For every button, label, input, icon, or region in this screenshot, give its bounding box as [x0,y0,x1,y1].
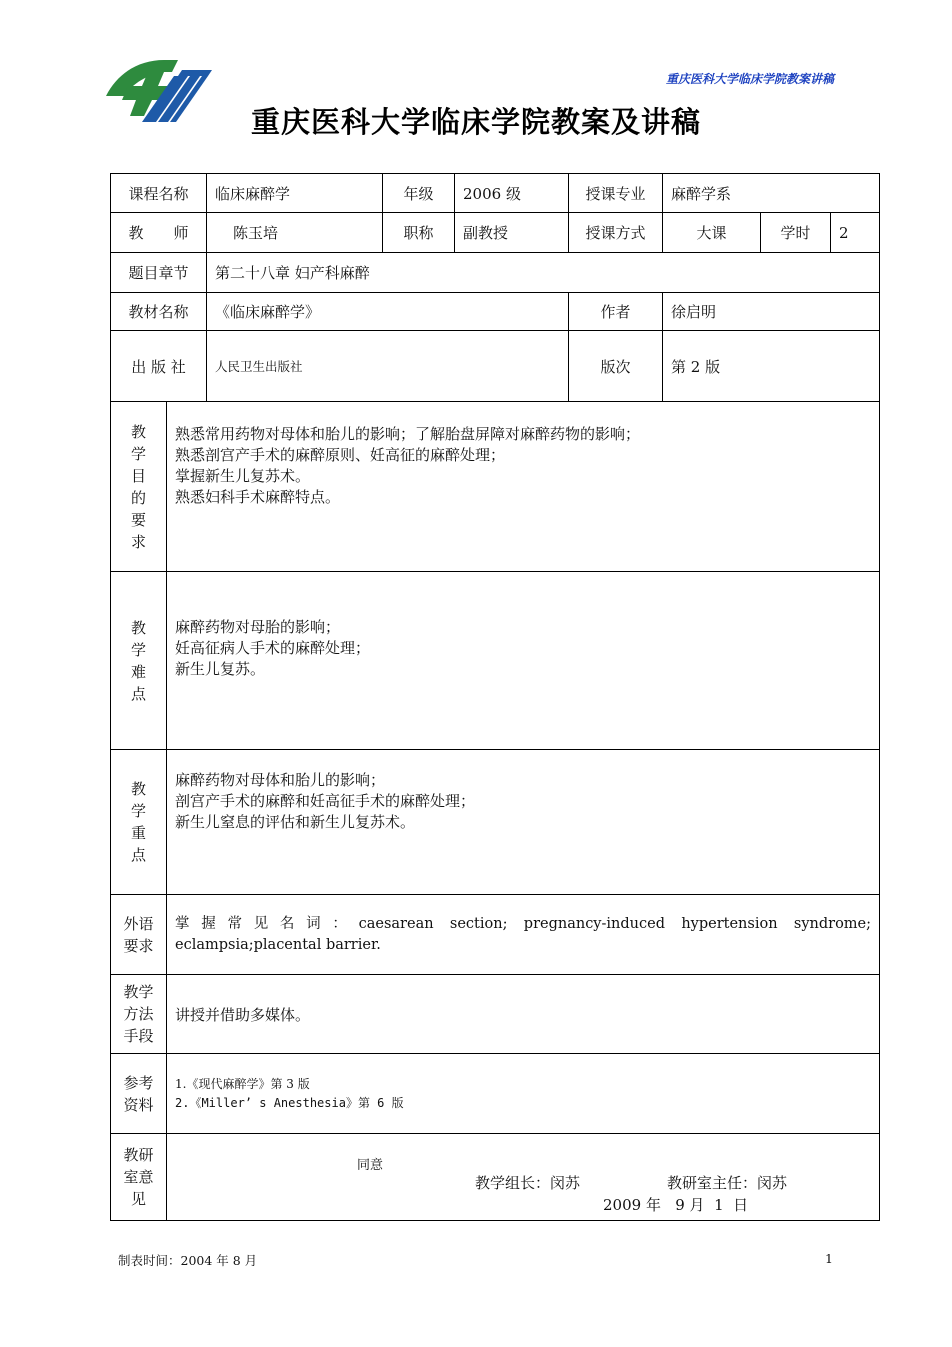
chapter-label: 题目章节 [111,253,207,293]
list-item: 新生儿复苏。 [175,660,266,678]
teaching-method-content: 讲授并借助多媒体。 [167,975,880,1054]
row-textbook [111,293,880,331]
course-value: 临床麻醉学 [207,174,383,213]
edition-label: 版次 [569,331,663,402]
list-item: 新生儿窒息的评估和新生儿复苏术。 [175,813,416,831]
row-difficulties [111,572,880,750]
grade-label: 年级 [383,174,455,213]
difficulties-content [167,572,880,750]
objectives-content [167,402,880,572]
rank-value: 副教授 [455,213,569,253]
list-item: 掌握新生儿复苏术。 [175,467,311,485]
list-item: 妊高征病人手术的麻醉处理； [175,639,371,657]
row-opinion [111,1134,880,1221]
edition-value: 第 2 版 [663,331,880,402]
rank-label: 职称 [383,213,455,253]
references-label: 参考 资料 [111,1054,167,1134]
opinion-label: 教研 室意 见 [111,1134,167,1221]
list-item: 1.《现代麻醉学》第 3 版 [175,1076,310,1091]
foreign-content: 掌握常见名词：caesarean section; pregnancy-induced hypertension syndrome; eclampsia;placental barrier. [167,895,880,975]
list-item: 熟悉妇科手术麻醉特点。 [175,488,341,506]
author-value: 徐启明 [663,293,880,331]
row-course [111,174,880,213]
row-chapter [111,253,880,293]
row-keypoints [111,750,880,895]
major-value: 麻醉学系 [663,174,880,213]
opinion-agree: 同意 [357,1158,384,1173]
director: 教研室主任：闵苏 [667,1174,788,1192]
difficulties-label: 教 学 难 点 [111,572,167,750]
foreign-label: 外语 要求 [111,895,167,975]
objectives-label: 教 学 目 的 要 求 [111,402,167,572]
method-label: 授课方式 [569,213,663,253]
list-item: 熟悉常用药物对母体和胎儿的影响；了解胎盘屏障对麻醉药物的影响； [175,425,641,443]
list-item: 2.《Miller’ s Anesthesia》第 6 版 [175,1095,404,1110]
publisher-value: 人民卫生出版社 [207,331,569,402]
author-label: 作者 [569,293,663,331]
opinion-date: 2009 年 9 月 1 日 [603,1196,749,1214]
footer-made-time: 制表时间：2004 年 8 月 [118,1253,258,1268]
chapter-value: 第二十八章 妇产科麻醉 [207,253,880,293]
header-top-right-text: 重庆医科大学临床学院教案讲稿 [665,72,834,86]
list-item: 剖宫产手术的麻醉和妊高征手术的麻醉处理； [175,792,476,810]
list-item: 麻醉药物对母胎的影响； [175,618,341,636]
teacher-label: 教 师 [111,213,207,253]
row-publisher [111,331,880,402]
course-label: 课程名称 [111,174,207,213]
row-objectives [111,402,880,572]
references-content [167,1054,880,1134]
teacher-value: 陈玉培 [207,213,383,253]
row-references [111,1054,880,1134]
page-title: 重庆医科大学临床学院教案及讲稿 [250,105,701,139]
textbook-label: 教材名称 [111,293,207,331]
opinion-content [167,1134,880,1221]
hours-label: 学时 [761,213,831,253]
lesson-plan-form [110,173,880,1221]
footer-page-number: 1 [825,1251,833,1266]
hours-value: 2 [831,213,880,253]
group-leader: 教学组长：闵苏 [475,1174,581,1192]
row-teaching-method [111,975,880,1054]
row-teacher [111,213,880,253]
keypoints-content [167,750,880,895]
textbook-value: 《临床麻醉学》 [207,293,569,331]
teaching-method-label: 教学 方法 手段 [111,975,167,1054]
publisher-label: 出 版 社 [111,331,207,402]
method-value: 大课 [663,213,761,253]
keypoints-label: 教 学 重 点 [111,750,167,895]
row-foreign [111,895,880,975]
major-label: 授课专业 [569,174,663,213]
list-item: 麻醉药物对母体和胎儿的影响； [175,771,386,789]
grade-value: 2006 级 [455,174,569,213]
list-item: 熟悉剖宫产手术的麻醉原则、妊高征的麻醉处理； [175,446,506,464]
